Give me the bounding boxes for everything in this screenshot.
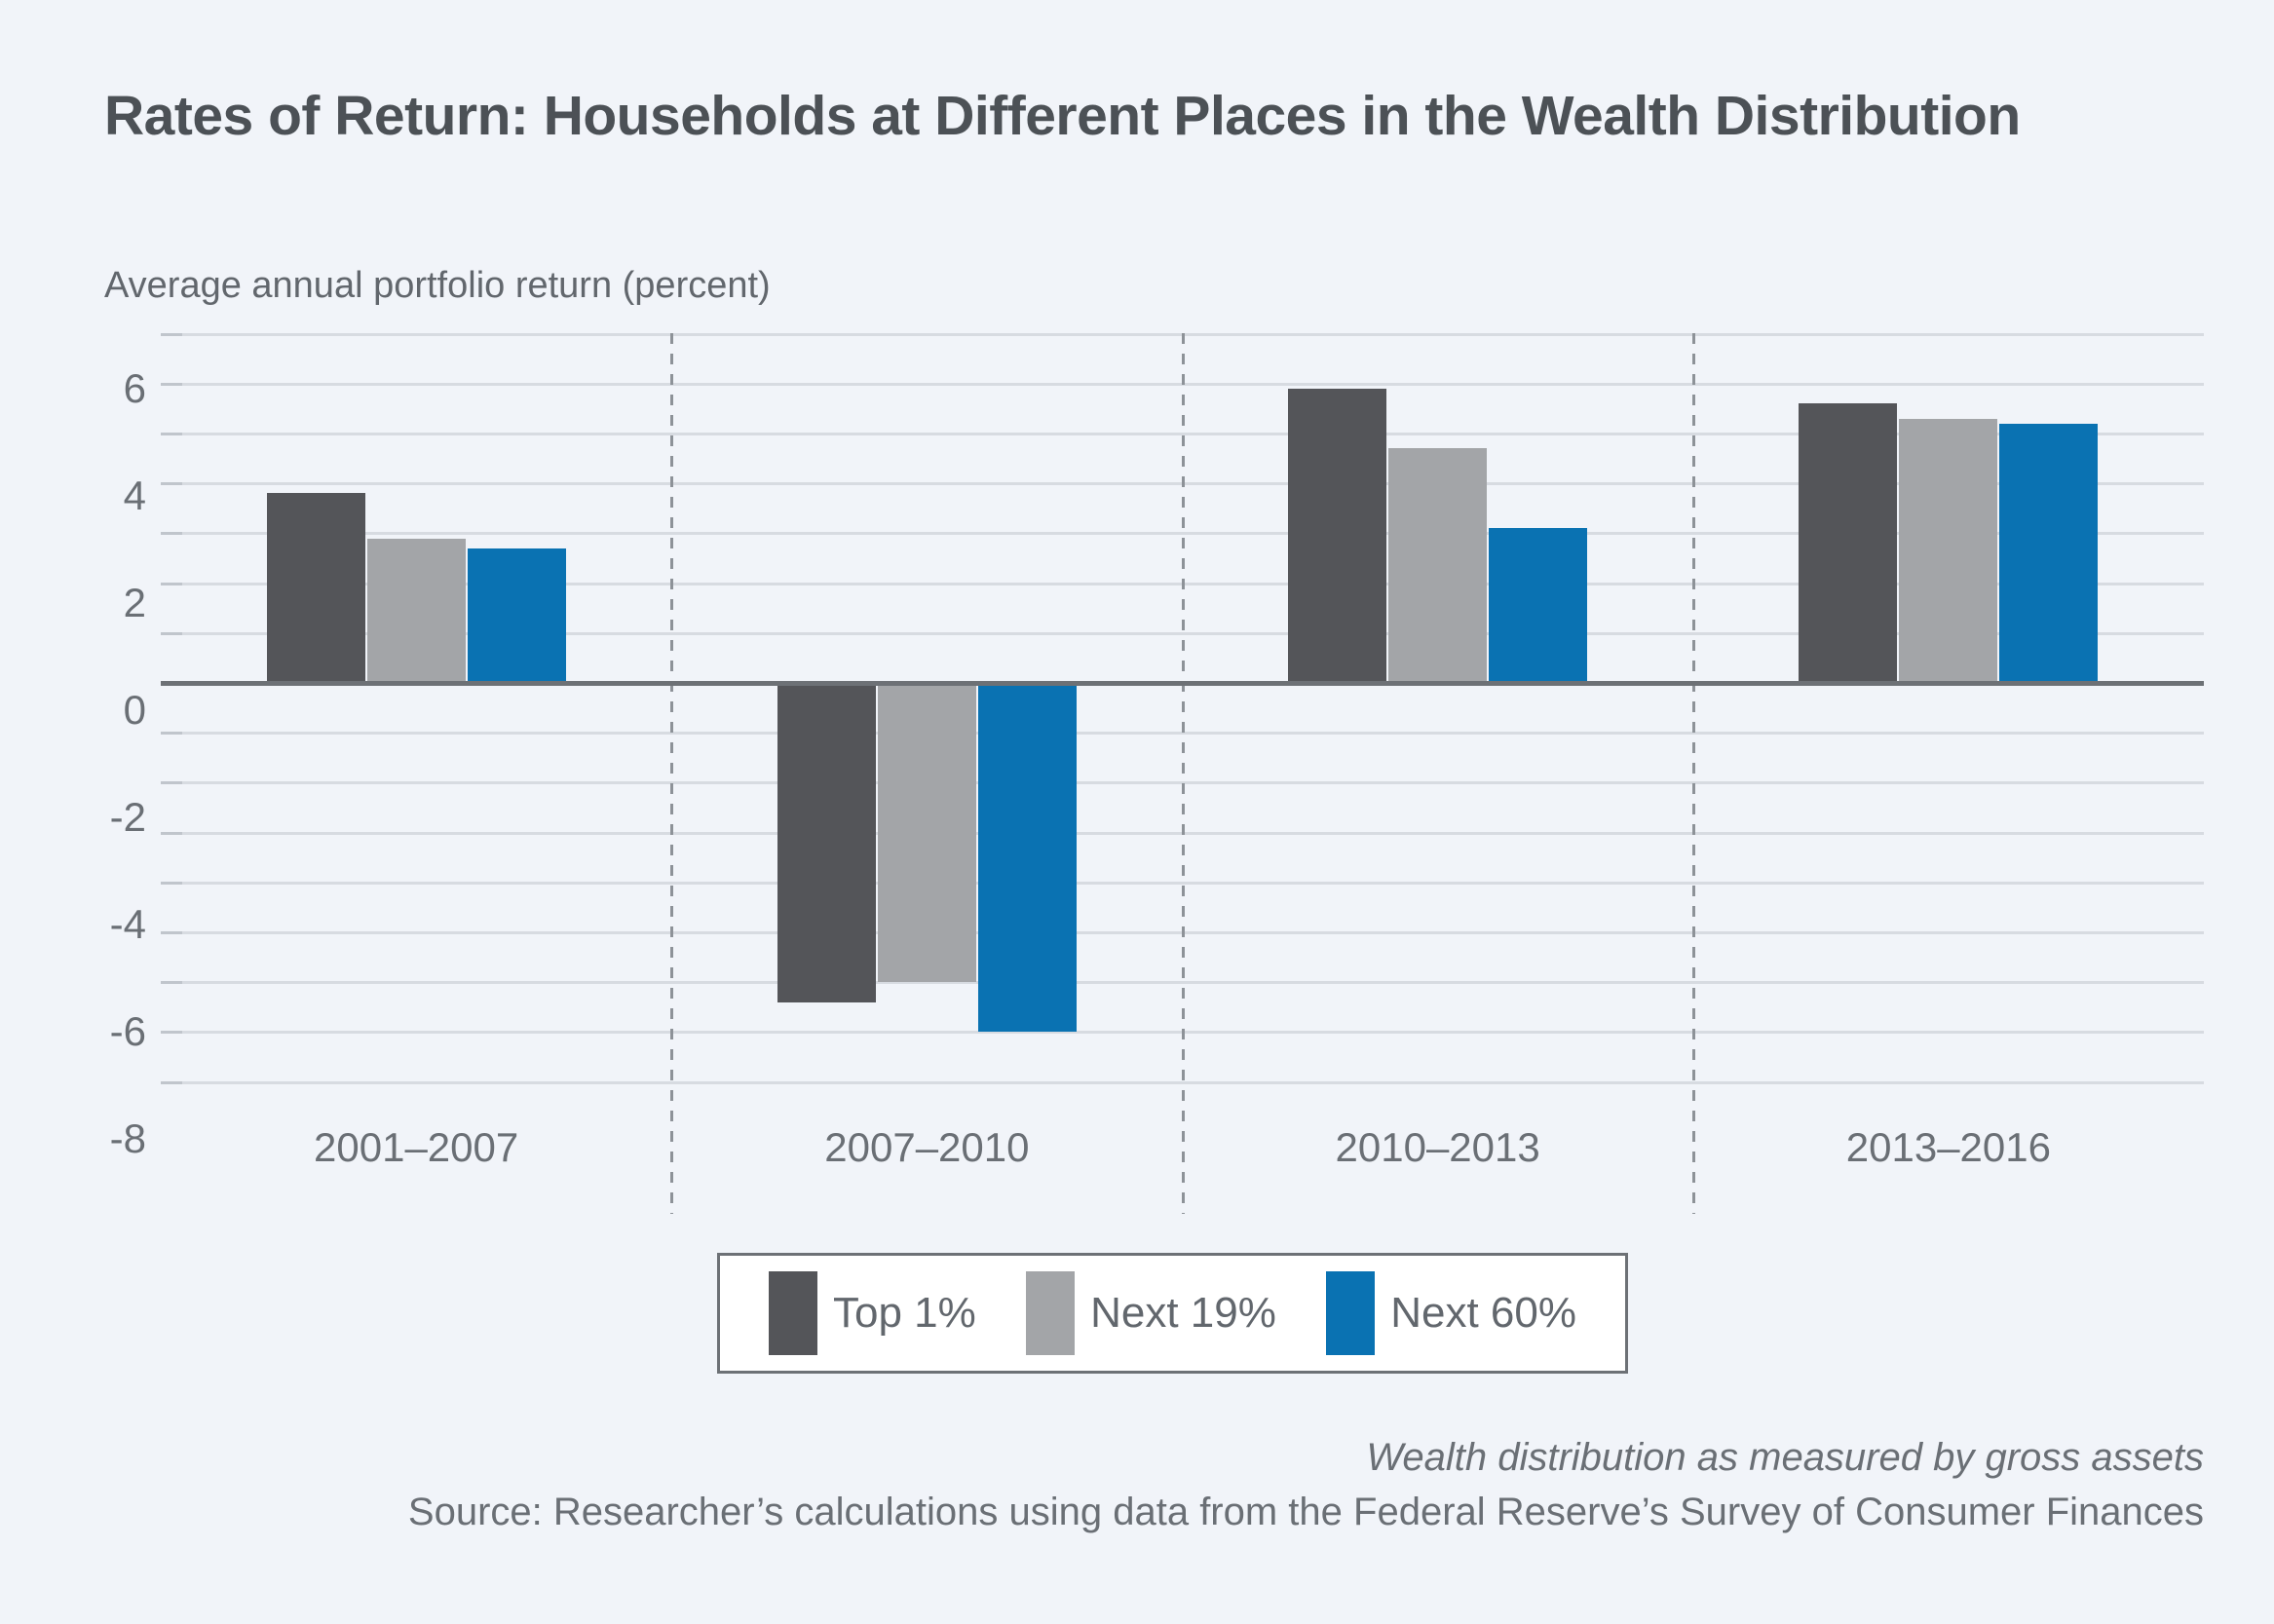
y-tick-label: 0 [123, 687, 146, 733]
y-axis-tick [161, 383, 182, 386]
bar-next-60--2013-2016 [1999, 424, 2098, 683]
y-axis-tick [161, 882, 182, 885]
bar-top-1--2001-2007 [267, 493, 365, 683]
x-category-label: 2001–2007 [314, 1124, 519, 1170]
y-axis-tick [161, 1031, 182, 1034]
group-separator [1692, 333, 1695, 1214]
y-axis-tick [161, 532, 182, 535]
legend-label: Next 19% [1090, 1289, 1276, 1337]
x-category-label: 2010–2013 [1335, 1124, 1540, 1170]
bar-top-1--2013-2016 [1799, 403, 1897, 683]
chart-title: Rates of Return: Households at Different Places in the Wealth Distribution [104, 85, 2021, 147]
y-tick-label: -8 [109, 1115, 146, 1161]
group-separator [1182, 333, 1185, 1214]
zero-axis-line [161, 681, 2204, 686]
source-line: Source: Researcher’s calculations using data from the Federal Reserve’s Survey of Consumer Finances [407, 1491, 2204, 1533]
bar-next-19--2013-2016 [1899, 419, 1997, 683]
bar-next-19--2001-2007 [367, 539, 466, 683]
y-tick-label: 4 [123, 472, 146, 518]
y-axis-tick [161, 781, 182, 784]
y-axis-tick [161, 333, 182, 336]
y-axis-tick [161, 482, 182, 485]
y-tick-label: -4 [109, 901, 146, 947]
y-axis-tick [161, 832, 182, 835]
y-tick-label: 6 [123, 365, 146, 411]
y-axis-tick [161, 433, 182, 435]
bar-next-60--2001-2007 [468, 548, 566, 683]
legend-item [1326, 1271, 1576, 1355]
y-tick-label: -2 [109, 794, 146, 840]
legend-item [769, 1271, 976, 1355]
y-axis-tick [161, 981, 182, 984]
y-axis-tick [161, 583, 182, 585]
bar-next-60--2010-2013 [1489, 528, 1587, 683]
group-separator [670, 333, 673, 1214]
legend-item [1026, 1271, 1276, 1355]
legend-label: Next 60% [1390, 1289, 1576, 1337]
y-tick-label: 2 [123, 580, 146, 625]
y-axis-tick [161, 632, 182, 635]
y-tick-label: -6 [109, 1008, 146, 1054]
legend-box [717, 1253, 1628, 1374]
bar-top-1--2007-2010 [777, 683, 876, 1002]
bar-next-19--2007-2010 [878, 683, 976, 982]
legend-label: Top 1% [833, 1289, 976, 1337]
bar-next-60--2007-2010 [978, 683, 1077, 1032]
legend-swatch [1326, 1271, 1375, 1355]
x-category-label: 2007–2010 [824, 1124, 1030, 1170]
y-axis-tick [161, 732, 182, 735]
bar-next-19--2010-2013 [1388, 448, 1487, 683]
y-axis-tick [161, 1081, 182, 1084]
legend-swatch [769, 1271, 817, 1355]
y-axis-title: Average annual portfolio return (percent) [104, 265, 771, 306]
bar-top-1--2010-2013 [1288, 389, 1386, 683]
x-category-label: 2013–2016 [1845, 1124, 2051, 1170]
y-axis-tick [161, 931, 182, 934]
footnote: Wealth distribution as measured by gross assets [1366, 1436, 2204, 1479]
legend-swatch [1026, 1271, 1075, 1355]
